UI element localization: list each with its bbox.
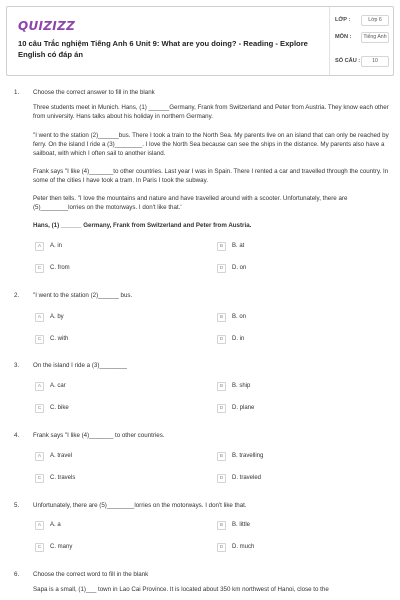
question-prompt: Hans, (1) ______ Germany, Frank from Switzerland and Peter from Austria. <box>33 222 252 229</box>
option-text: A. a <box>50 522 61 528</box>
question-number: 4. <box>14 432 20 439</box>
option-letter: A <box>35 521 44 530</box>
passage-paragraph: Peter then tells. "I love the mountains and nature and have travelled around with a scooter. Unfortunately, there are (5)________lorries on the motorways. I don't like that.' <box>33 195 348 211</box>
question-prompt: Frank says "I like (4)_______ to other countries. <box>33 432 165 439</box>
question-prompt: Unfortunately, there are (5)________lorries on the motorways. I don't like that. <box>33 502 247 509</box>
option-letter: A <box>35 313 44 322</box>
option-text: B. little <box>232 522 251 528</box>
class-value: Lớp 6 <box>361 15 389 26</box>
option-letter: B <box>217 382 226 391</box>
option-letter: D <box>217 404 226 413</box>
option-letter: B <box>217 521 226 530</box>
question-number: 1. <box>14 89 20 96</box>
passage-paragraph: Three students meet in Munich. Hans, (1) ______Germany, Frank from Switzerland and Peter from Austria. They know each other from university. Hans talks about his holiday in northern Germany. <box>33 104 389 120</box>
page-title: 10 câu Trắc nghiệm Tiếng Anh 6 Unit 9: What are you doing? - Reading - Explore English có đáp án <box>18 39 308 59</box>
passage-paragraph: Sapa is a small, (1)___ town in Lao Cai Province. It is located about 350 km northwest of Hanoi, close to the <box>33 586 329 593</box>
count-label: SỐ CÂU : <box>335 58 361 64</box>
option-text: C. with <box>50 336 69 342</box>
question-prompt: "I went to the station (2)______ bus. <box>33 292 133 299</box>
header-divider <box>329 7 330 75</box>
option-letter: B <box>217 452 226 461</box>
quizizz-logo[interactable]: QUIZIZZ <box>18 19 76 33</box>
option-letter: C <box>35 404 44 413</box>
option-letter: C <box>35 474 44 483</box>
option-letter: D <box>217 335 226 344</box>
option-text: C. bike <box>50 405 69 411</box>
option-letter: A <box>35 382 44 391</box>
option-text: B. travelling <box>232 453 264 459</box>
option-text: A. in <box>50 243 63 249</box>
option-text: A. car <box>50 383 66 389</box>
subject-value: Tiếng Anh <box>361 32 389 43</box>
option-text: D. on <box>232 265 247 271</box>
option-letter: C <box>35 335 44 344</box>
option-text: D. much <box>232 544 255 550</box>
passage-paragraph: "I went to the station (2)______bus. There I took a train to the North Sea. My parents live on an island that can only be reached by ferry. On the island I ride a (3)________. I love the North Sea because can see the ships in the distance. My parents also have a sailboat, with which I often sail to another island. <box>33 132 389 157</box>
option-letter: A <box>35 242 44 251</box>
option-text: C. many <box>50 544 73 550</box>
question-instruction: Choose the correct answer to fill in the blank <box>33 89 155 96</box>
option-letter: A <box>35 452 44 461</box>
option-letter: B <box>217 313 226 322</box>
question-number: 2. <box>14 292 20 299</box>
option-text: D. in <box>232 336 245 342</box>
option-text: C. from <box>50 265 70 271</box>
option-text: B. ship <box>232 383 251 389</box>
question-prompt: On the island I ride a (3)________ <box>33 362 127 369</box>
option-letter: D <box>217 543 226 552</box>
passage-paragraph: Frank says "I like (4)_______to other countries. Last year I was in Spain. There I rented a car and travelled through the country. In some of the cities I have took a tram. In Paris I took the subway. <box>33 168 389 184</box>
option-letter: C <box>35 543 44 552</box>
class-label: LỚP : <box>335 17 351 23</box>
option-text: D. plane <box>232 405 255 411</box>
question-number: 5. <box>14 502 20 509</box>
question-instruction: Choose the correct word to fill in the blank <box>33 571 149 578</box>
option-text: D. traveled <box>232 475 262 481</box>
worksheet-header <box>6 6 394 76</box>
option-letter: D <box>217 474 226 483</box>
subject-label: MÔN : <box>335 34 352 40</box>
count-value: 10 <box>361 56 389 67</box>
option-text: B. at <box>232 243 245 249</box>
option-letter: B <box>217 242 226 251</box>
option-letter: C <box>35 264 44 273</box>
question-number: 3. <box>14 362 20 369</box>
option-text: A. by <box>50 314 64 320</box>
option-text: B. on <box>232 314 247 320</box>
option-text: A. travel <box>50 453 73 459</box>
option-letter: D <box>217 264 226 273</box>
question-number: 6. <box>14 571 20 578</box>
option-text: C. travels <box>50 475 76 481</box>
